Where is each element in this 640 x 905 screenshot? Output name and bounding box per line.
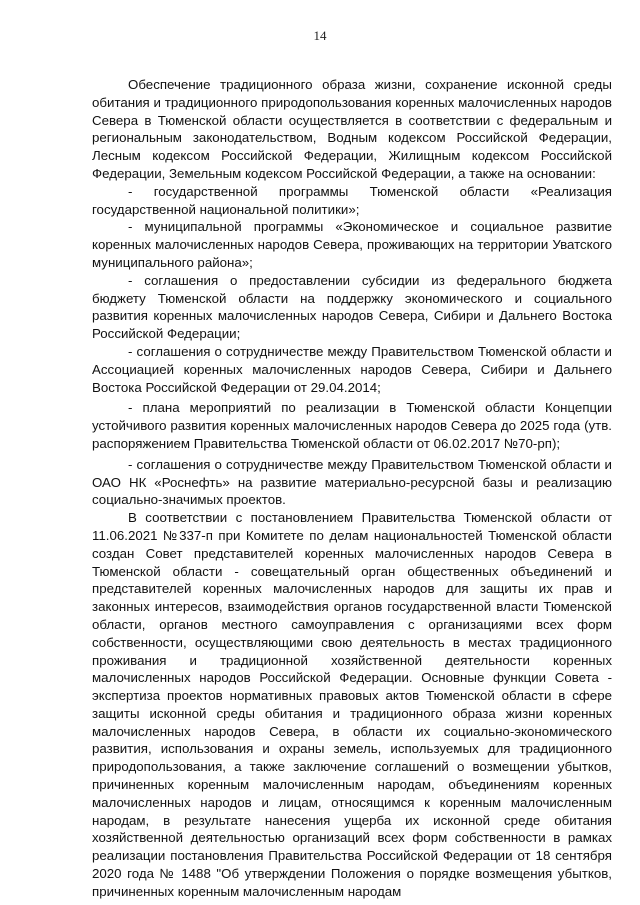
paragraph-intro: Обеспечение традиционного образа жизни, сохранение исконной среды обитания и традиционного природопользования коренных малочисленных народов Севера в Тюменской области осуществляется в соответствии с федеральным и региональным законодательством, Водным кодексом Российской Федерации, Лесным кодексом Российской Федерации, Жилищным кодексом Российской Федерации, Земельным кодексом Российской Федерации, а также на основании: — [92, 77, 612, 181]
paragraph-council: В соответствии с постановлением Правительства Тюменской области от 11.06.2021 №337-п при Комитете по делам национальностей Тюменской области создан Совет представителей коренных малочисленных народов Севера в Тюменской области - совещательный орган общественных объединений и представителей коренных малочисленных народов для защиты их прав и законных интересов, взаимодействия органов государственной власти Тюменской области, органов местного самоуправления с организациями всех форм собственности, осуществляющими свою деятельность в местах традиционного проживания и традиционной хозяйственной деятельности коренных малочисленных народов Российской Федерации. Основные функции Совета - экспертиза проектов нормативных правовых актов Тюменской области в сфере защиты исконной среды обитания и традиционного образа жизни коренных малочисленных народов Севера, в области их социально-экономического развития, использования и охраны земель, используемых для традиционного природопользования, а также заключение соглашений о возмещении убытков, причиненных коренным малочисленным народам, объединениям коренных малочисленных народов и лицам, относящимся к коренным малочисленным народам, в результате нанесения ущерба их исконной среде обитания хозяйственной деятельностью организаций всех форм собственности в рамках реализации постановления Правительства Российской Федерации от 18 сентября 2020 года № 1488 "Об утверждении Положения о порядке возмещения убытков, причиненных коренным малочисленным народам — [92, 510, 612, 899]
list-item-subsidy-agreement: - соглашения о предоставлении субсидии из федерального бюджета бюджету Тюменской области на поддержку экономического и социального развития коренных малочисленных народов Севера, Сибири и Дальнего Востока Российской Федерации; — [92, 272, 612, 342]
document-body — [92, 76, 612, 901]
list-item-rosneft-agreement: - соглашения о сотрудничестве между Правительством Тюменской области и ОАО НК «Роснефть» на развитие материально-ресурсной базы и реализацию социально-значимых проектов. — [92, 456, 612, 508]
list-item-association-agreement: - соглашения о сотрудничестве между Правительством Тюменской области и Ассоциацией коренных малочисленных народов Севера, Сибири и Дальнего Востока Российской Федерации от 29.04.2014; — [92, 343, 612, 395]
page-number: 14 — [313, 28, 327, 43]
list-item-state-program: - государственной программы Тюменской области «Реализация государственной национальной политики»; — [92, 183, 612, 217]
list-item-municipal-program: - муниципальной программы «Экономическое и социальное развитие коренных малочисленных народов Севера, проживающих на территории Уватского муниципального района»; — [92, 219, 612, 270]
list-item-action-plan: - плана мероприятий по реализации в Тюменской области Концепции устойчивого развития коренных малочисленных народов Севера до 2025 года (утв. распоряжением Правительства Тюменской области от 06.02.2017 №70-рп); — [92, 400, 612, 451]
